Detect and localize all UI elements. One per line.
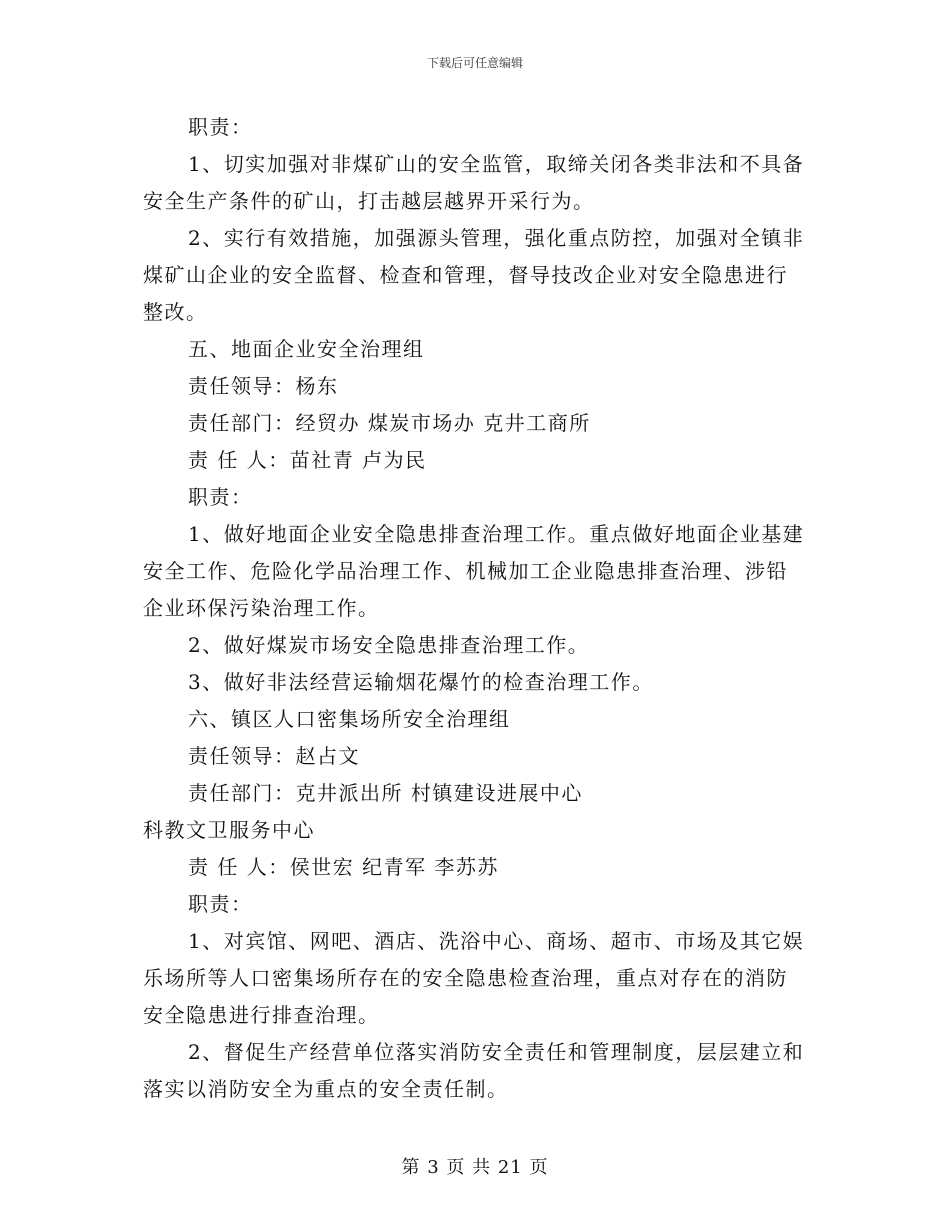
text-line: 科教文卫服务中心 xyxy=(143,818,315,842)
text-line: 整改。 xyxy=(143,300,208,324)
text-line: 3、做好非法经营运输烟花爆竹的检查治理工作。 xyxy=(188,670,654,694)
header-note: 下载后可任意编辑 xyxy=(426,56,523,70)
text-line: 安全隐患进行排查治理。 xyxy=(143,1003,380,1027)
text-line: 责 任 人：苗社青 卢为民 xyxy=(188,448,427,472)
page-number: 第 3 页 共 21 页 xyxy=(401,1157,549,1178)
text-line: 企业环保污染治理工作。 xyxy=(143,596,380,620)
text-line: 1、做好地面企业安全隐患排查治理工作。重点做好地面企业基建 xyxy=(188,522,805,546)
text-line: 责任领导：赵占文 xyxy=(188,744,360,768)
document-body xyxy=(143,109,808,1108)
text-line: 安全工作、危险化学品治理工作、机械加工企业隐患排查治理、涉铅 xyxy=(143,559,788,583)
text-line: 责任领导：杨东 xyxy=(188,374,339,398)
text-line: 1、切实加强对非煤矿山的安全监管，取缔关闭各类非法和不具备 xyxy=(188,152,805,176)
text-line: 职责： xyxy=(188,115,253,139)
text-line: 煤矿山企业的安全监督、检查和管理，督导技改企业对安全隐患进行 xyxy=(143,263,788,287)
text-line: 责任部门：克井派出所 村镇建设进展中心 xyxy=(188,781,583,805)
text-line: 1、对宾馆、网吧、酒店、洗浴中心、商场、超市、市场及其它娱 xyxy=(188,929,805,953)
text-line: 职责： xyxy=(188,485,253,509)
text-line: 六、镇区人口密集场所安全治理组 xyxy=(188,707,511,731)
text-line: 责任部门：经贸办 煤炭市场办 克井工商所 xyxy=(188,411,591,435)
text-line: 职责： xyxy=(188,892,253,916)
text-line: 乐场所等人口密集场所存在的安全隐患检查治理，重点对存在的消防 xyxy=(143,966,788,990)
text-line: 落实以消防安全为重点的安全责任制。 xyxy=(143,1077,509,1101)
text-line: 2、督促生产经营单位落实消防安全责任和管理制度，层层建立和 xyxy=(188,1040,805,1064)
text-line: 五、地面企业安全治理组 xyxy=(188,337,425,361)
text-line: 2、做好煤炭市场安全隐患排查治理工作。 xyxy=(188,633,590,657)
text-line: 责 任 人：侯世宏 纪青军 李苏苏 xyxy=(188,855,499,879)
text-line: 2、实行有效措施，加强源头管理，强化重点防控，加强对全镇非 xyxy=(188,226,805,250)
text-line: 安全生产条件的矿山，打击越层越界开采行为。 xyxy=(143,189,595,213)
